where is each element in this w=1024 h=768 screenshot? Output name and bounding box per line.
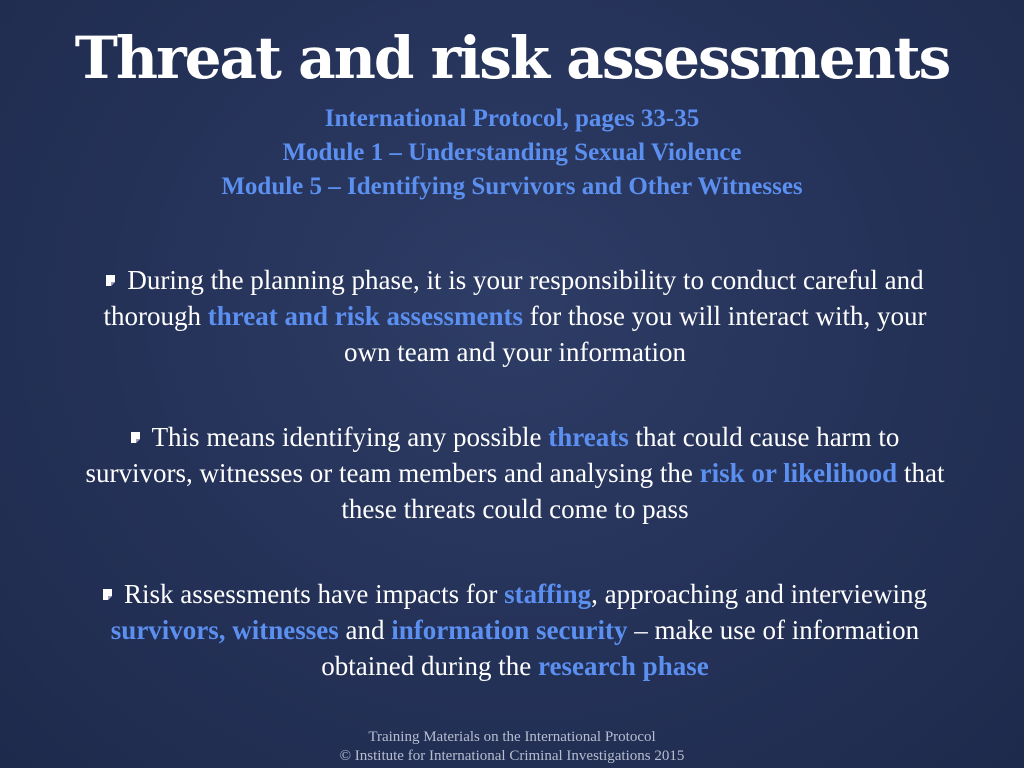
bullet-3-text: Risk assessments have impacts for [123, 579, 505, 609]
bullet-1-text: During the planning phase, it is your responsibility to conduct careful and thorough [103, 265, 924, 331]
bullet-1-text: for those you will interact with, your own team and your information [344, 301, 927, 367]
highlight-survivors-witnesses: survivors, witnesses [110, 615, 339, 645]
bullet-3-text: – make use of information obtained during the [321, 615, 920, 681]
subtitle-line-module-1: Module 1 – Understanding Sexual Violence [282, 139, 742, 166]
highlight-risk-likelihood: risk or likelihood [699, 458, 898, 488]
subtitle-line-protocol-pages: International Protocol, pages 33-35 [324, 105, 700, 132]
highlight-threats: threats [548, 422, 629, 452]
bullet-3-text: and [338, 615, 392, 645]
bullet-planning-phase [80, 262, 950, 370]
bullet-risk-impacts [80, 576, 950, 684]
footer-line-training-materials: Training Materials on the International Protocol [368, 729, 656, 745]
highlight-research-phase: research phase [537, 651, 709, 681]
highlight-information-security: information security [391, 615, 628, 645]
footer [0, 728, 1024, 766]
subtitle-references [0, 102, 1024, 204]
bullet-2-text: that these threats could come to pass [341, 458, 945, 524]
footer-line-copyright: © Institute for International Criminal Investigations 2015 [339, 748, 685, 764]
highlight-staffing: staffing [504, 579, 592, 609]
folded-corner-square-icon [131, 432, 140, 443]
bullet-identifying-threats [80, 419, 950, 527]
bullet-2-text: This means identifying any possible [151, 422, 549, 452]
slide-title: Threat and risk assessments [74, 24, 950, 92]
folded-corner-square-icon [106, 275, 115, 286]
bullet-3-text: , approaching and interviewing [591, 579, 928, 609]
bullet-list [80, 262, 950, 684]
subtitle-line-module-5: Module 5 – Identifying Survivors and Other Witnesses [221, 173, 803, 200]
highlight-threat-risk-assessments: threat and risk assessments [207, 301, 524, 331]
folded-corner-square-icon [103, 589, 112, 600]
bullet-2-text: that could cause harm to survivors, witnesses or team members and analysing the [85, 422, 900, 488]
